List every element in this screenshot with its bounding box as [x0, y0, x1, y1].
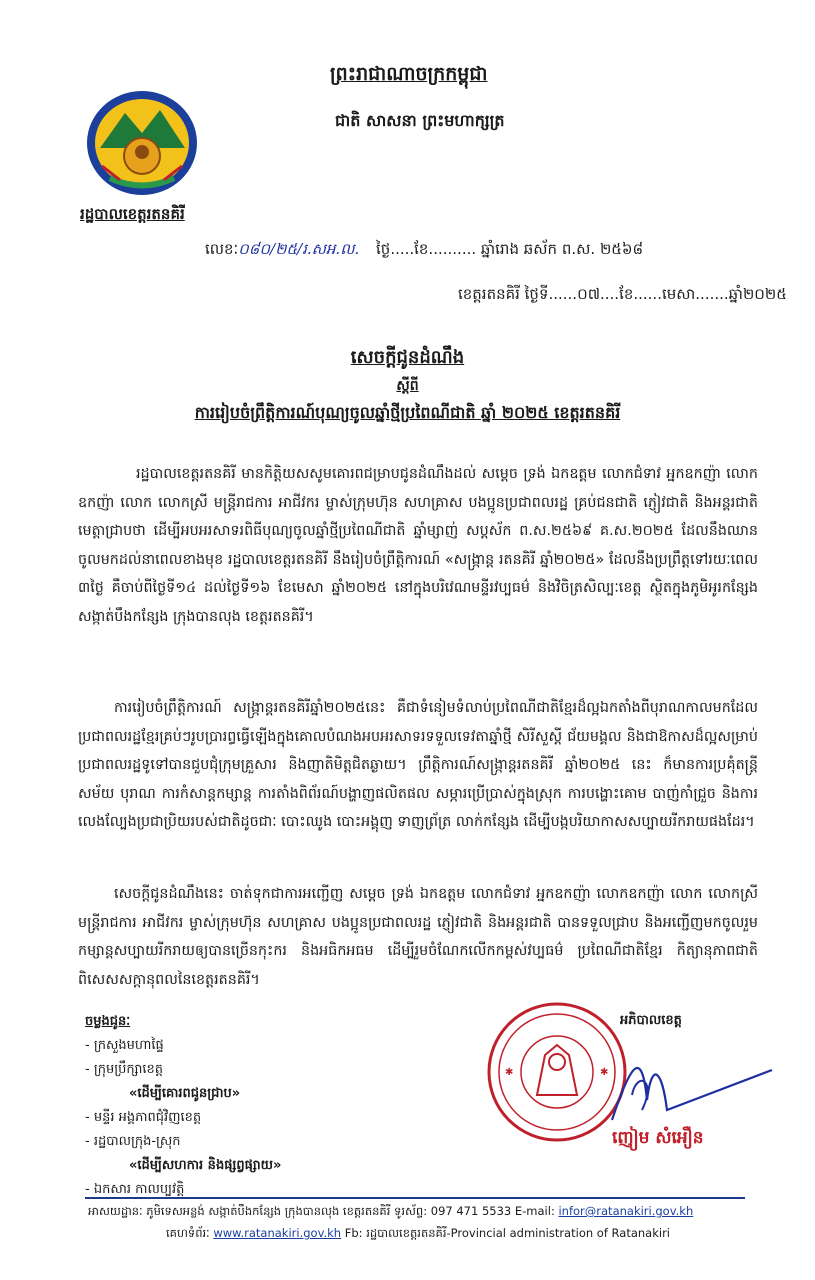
issuer-name: រដ្ឋបាលខេត្តរតនគិរី	[80, 205, 185, 223]
footer-email-link[interactable]: infor@ratanakiri.gov.kh	[558, 1204, 694, 1218]
footer-address-text: អាសយដ្ឋានៈ ភូមិទេសអន្លង់ សង្កាត់បឹងកន្សែង ក្រុងបានលុង ខេត្តរតនគិរី ទូរស័ព្ទ: 097 471 5533 E-mail:	[88, 1204, 559, 1218]
footer-web-label: គេហទំព័រៈ	[166, 1226, 214, 1240]
copy-recipients	[85, 1010, 281, 1202]
recipient-item: - មន្ទីរ អង្គភាពជុំវិញខេត្ត	[85, 1110, 202, 1125]
svg-text:✱: ✱	[600, 1067, 609, 1078]
footer-address	[88, 1204, 788, 1221]
national-motto: ជាតិ សាសនា ព្រះមហាក្សត្រ	[335, 111, 505, 130]
document-title: សេចក្តីជូនដំណឹង	[350, 347, 465, 368]
footer-divider	[85, 1197, 745, 1199]
provincial-emblem-logo	[80, 88, 205, 198]
reference-number-line	[205, 240, 643, 262]
footer-facebook: Fb: រដ្ឋបាលខេត្តរតនគិរី-Provincial administration of Ratanakiri	[341, 1226, 670, 1240]
signatory-title: អភិបាលខេត្ត	[620, 1013, 682, 1028]
handwritten-signature	[572, 1040, 792, 1130]
body-paragraph-3: សេចក្តីជូនដំណឹងនេះ ចាត់ទុកជាការអញ្ជើញ សម្តេច ទ្រង់ ឯកឧត្តម លោកជំទាវ អ្នកឧកញ៉ា លោកឧកញ៉ា លោក លោកស្រី មន្ត្រីរាជការ អាជីវករ ម្ចាស់ក្រុមហ៊ុន សហគ្រាស បងប្អូនប្រជាពលរដ្ឋ ភ្ញៀវជាតិ និងអន្តរជាតិ បានទទួលជ្រាប និងអញ្ជើញមកចូលរួមកម្សាន្តសប្បាយរីករាយឲ្យបានច្រើនកុះករ និងអធិកអធម ដើម្បីរួមចំណែកលើកកម្ពស់វប្បធម៌ ប្រពៃណីជាតិខ្មែរ កិត្យានុភាពជាតិ ពិសេសសក្តានុពលនៃខេត្តរតនគិរី។	[78, 886, 758, 988]
solar-date: ខេត្តរតនគិរី ថ្ងៃទី......០៧....ខែ......មេសា.......ឆ្នាំ២០២៥	[458, 285, 787, 303]
reference-number: ០៨០/២៥/រ.សអ.ល.	[238, 240, 360, 258]
signatory-name: ញៀម សំអឿន	[612, 1128, 704, 1148]
title-about: ស្តីពី	[396, 378, 419, 394]
recipient-item: - ក្រុមប្រឹក្សាខេត្ត	[85, 1062, 164, 1077]
recipient-item: - ក្រសួងមហាផ្ទៃ	[85, 1038, 164, 1053]
document-subject: ការរៀបចំព្រឹត្តិការណ៍បុណ្យចូលឆ្នាំថ្មីប្រពៃណីជាតិ ឆ្នាំ ២០២៥ ខេត្តរតនគិរី	[194, 403, 621, 422]
recipient-note: «ដើម្បីសហការ និងផ្សព្វផ្សាយ»	[129, 1158, 282, 1173]
recipient-note: «ដើម្បីគោរពជូនជ្រាប»	[129, 1086, 241, 1101]
recipient-item: - ឯកសារ កាលប្បវត្តិ	[85, 1182, 185, 1197]
lunar-date: ថ្ងៃ.....ខែ.......... ឆ្នាំរោង ឆស័ក ព.ស. ២៥៦៨	[376, 240, 644, 258]
recipients-label: ចម្លងជូនៈ	[85, 1014, 131, 1029]
reference-label: លេខៈ	[205, 240, 239, 258]
footer-website-link[interactable]: www.ratanakiri.gov.kh	[213, 1226, 342, 1240]
kingdom-heading: ព្រះរាជាណាចក្រកម្ពុជា	[330, 63, 488, 85]
body-paragraph-2: ការរៀបចំព្រឹត្តិការណ៍ សង្រ្កាន្តរតនគិរីឆ្នាំ២០២៥នេះ គឺជាទំនៀមទំលាប់ប្រពៃណីជាតិខ្មែរដ៏ល្អឯកតាំងពីបុរាណកាលមកដែលប្រជាពលរដ្ឋខ្មែរគ្រប់ៗរូបប្រារព្ធធ្វើឡើងក្នុងគោលបំណងអបអរសាទរទទួលទេវតាឆ្នាំថ្មី សិរីសួស្តី ជ័យមង្គល និងជាឱកាសដ៏ល្អសម្រាប់ប្រជាពលរដ្ឋទូទៅបានជួបជុំក្រុមគ្រួសារ និងញាតិមិត្តជិតឆ្ងាយ។ ព្រឹត្តិការណ៍សង្រ្កាន្តរតនគិរី ឆ្នាំ២០២៥ នេះ ក៏មានការប្រគុំតន្ត្រីសម័យ បុរាណ ការកំសាន្តកម្សាន្ត ការតាំងពិព័រណ៍បង្ហាញផលិតផល សម្ភារប្រើប្រាស់ក្នុងស្រុក ការបង្ហោះគោម បាញ់កាំជ្រួច និងការលេងល្បែងប្រជាប្រិយរបស់ជាតិដូចជាៈ បោះឈូង បោះអង្គុញ ទាញព្រ័ត្រ លាក់កន្សែង ដើម្បីបង្កបរិយាកាសសប្បាយរីករាយផងដែរ។	[78, 700, 758, 831]
svg-text:✱: ✱	[505, 1067, 514, 1078]
body-paragraph-1: រដ្ឋបាលខេត្តរតនគិរី មានកិត្តិយសសូមគោរពជម្រាបជូនដំណឹងដល់ សម្តេច ទ្រង់ ឯកឧត្តម លោកជំទាវ អ្នកឧកញ៉ា លោកឧកញ៉ា លោក លោកស្រី មន្ត្រីរាជការ អាជីវករ ម្ចាស់ក្រុមហ៊ុន សហគ្រាស បងប្អូនប្រជាពលរដ្ឋ គ្រប់ជនជាតិ ភ្ញៀវជាតិ និងអន្តរជាតិ មេត្តាជ្រាបថា ដើម្បីអបអរសាទរពិធីបុណ្យចូលឆ្នាំថ្មីប្រពៃណីជាតិ ឆ្នាំម្សាញ់ សប្តស័ក ព.ស.២៥៦៩ គ.ស.២០២៥ ដែលនឹងឈានចូលមកដល់នាពេលខាងមុខ រដ្ឋបាលខេត្តរតនគិរី នឹងរៀបចំព្រឹត្តិការណ៍ «សង្រ្កាន្ត រតនគិរី ឆ្នាំ២០២៥» ដែលនឹងប្រព្រឹត្តទៅរយៈពេល ៣ថ្ងៃ គឺចាប់ពីថ្ងៃទី១៤ ដល់ថ្ងៃទី១៦ ខែមេសា ឆ្នាំ២០២៥ នៅក្នុងបរិវេណមន្ទីរវប្បធម៌ និងវិចិត្រសិល្បៈខេត្ត ស្ថិតក្នុងភូមិអូរកន្សែង សង្កាត់បឹងកន្សែង ក្រុងបានលុង ខេត្តរតនគិរី។	[78, 466, 758, 625]
footer-web	[88, 1226, 748, 1243]
recipient-item: - រដ្ឋបាលក្រុង-ស្រុក	[85, 1134, 181, 1149]
